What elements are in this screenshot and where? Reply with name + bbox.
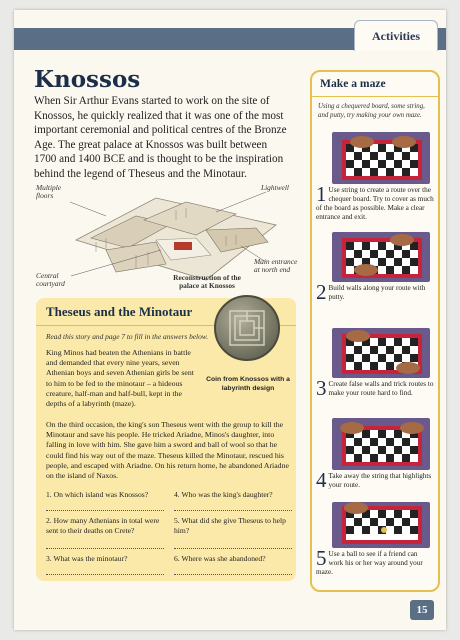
maze-heading: Make a maze (320, 77, 386, 90)
palace-illustration (36, 180, 298, 298)
question-5: 5. What did she give Theseus to help him? (174, 516, 286, 535)
question-1: 1. On which island was Knossos? (46, 490, 149, 499)
chequer-board-image (332, 232, 430, 282)
step-text: Use a ball to see if a friend can work his or her way around your maze. (316, 550, 423, 576)
question-4: 4. Who was the king's daughter? (174, 490, 273, 499)
step-text: Build walls along your route with putty. (328, 284, 426, 301)
maze-intro: Using a chequered board, some string, and putty, try making your own maze. (318, 103, 425, 119)
section-tab: Activities (354, 20, 438, 51)
answer-line-3[interactable] (46, 574, 164, 575)
step-number: 5 (316, 546, 327, 570)
answer-line-1[interactable] (46, 510, 164, 511)
labyrinth-coin-image (214, 295, 280, 361)
page-number: 15 (410, 600, 434, 620)
step-5 (316, 546, 434, 577)
make-a-maze-box (310, 70, 440, 592)
step-3-photo (332, 328, 430, 378)
page-title: Knossos (34, 66, 141, 93)
story-instruction: Read this story and page 7 to fill in the answers below. (46, 332, 209, 341)
step-4 (316, 468, 434, 492)
step-number: 3 (316, 376, 327, 400)
step-number: 1 (316, 182, 327, 206)
question-2: 2. How many Athenians in total were sent to their deaths on Crete? (46, 516, 160, 535)
story-paragraph-1: King Minos had beaten the Athenians in battle and demanded that every nine years, seven Athenian boys and seven Athenian girls be sent to him to be fed to the minotaur – a hideous creature, half-man and half-bull, kept in the depths of a labyrinth (maze). (46, 348, 194, 409)
label-central-courtyard: Central courtyard (36, 271, 65, 289)
step-5-photo (332, 502, 430, 548)
story-paragraph-2: On the third occasion, the king's son Theseus went with the group to kill the Minotaur and save his people. He tricked Ariadne, Minos's daughter, into falling in love with him. She gave him a sword and ball of wool so that he could find his way out of the maze. Theseus killed the Minotaur, rescued his people, and escaped with Ariadne. On his return home, he abandoned Ariadne on the island of Naxos. (46, 420, 289, 481)
answer-line-6[interactable] (174, 574, 292, 575)
step-number: 4 (316, 468, 327, 492)
step-text: Use string to create a route over the chequer board. Try to cover as much of the board as possible. Make a clear entrance and exit. (316, 186, 434, 221)
label-main-entrance: Main entrance at north end (254, 257, 298, 275)
chequer-board-image (332, 502, 430, 548)
step-1 (316, 182, 434, 222)
step-text: Take away the string that highlights your route. (328, 472, 432, 489)
chequer-board-image (332, 132, 430, 184)
label-lightwell: Lightwell (261, 183, 289, 192)
label-multiple-floors: Multiple floors (36, 183, 62, 201)
step-4-photo (332, 418, 430, 470)
step-text: Create false walls and trick routes to make your route hard to find. (328, 380, 434, 397)
minotaur-box (36, 298, 296, 581)
step-3 (316, 376, 434, 400)
divider (312, 96, 438, 97)
page (14, 10, 446, 630)
intro-paragraph: When Sir Arthur Evans started to work on the site of Knossos, he quickly realized that it was one of the most important ceremonial and political centres of the Bronze Age. The great palace at Knossos was built between 1700 and 1400 BCE and is thought to be the inspiration behind the legend of Theseus and the Minotaur. (34, 95, 287, 180)
step-2 (316, 280, 434, 304)
chequer-board-image (332, 328, 430, 378)
question-6: 6. Where was she abandoned? (174, 554, 266, 563)
answer-line-5[interactable] (174, 548, 292, 549)
step-number: 2 (316, 280, 327, 304)
chequer-board-image (332, 418, 430, 470)
illustration-caption: Reconstruction of the palace at Knossos (173, 273, 241, 291)
coin-caption: Coin from Knossos with a labyrinth design (206, 376, 290, 392)
question-3: 3. What was the minotaur? (46, 554, 128, 563)
step-1-photo (332, 132, 430, 184)
minotaur-heading: Theseus and the Minotaur (46, 304, 193, 319)
step-2-photo (332, 232, 430, 282)
answer-line-2[interactable] (46, 548, 164, 549)
answer-line-4[interactable] (174, 510, 292, 511)
labyrinth-pattern (216, 297, 278, 359)
